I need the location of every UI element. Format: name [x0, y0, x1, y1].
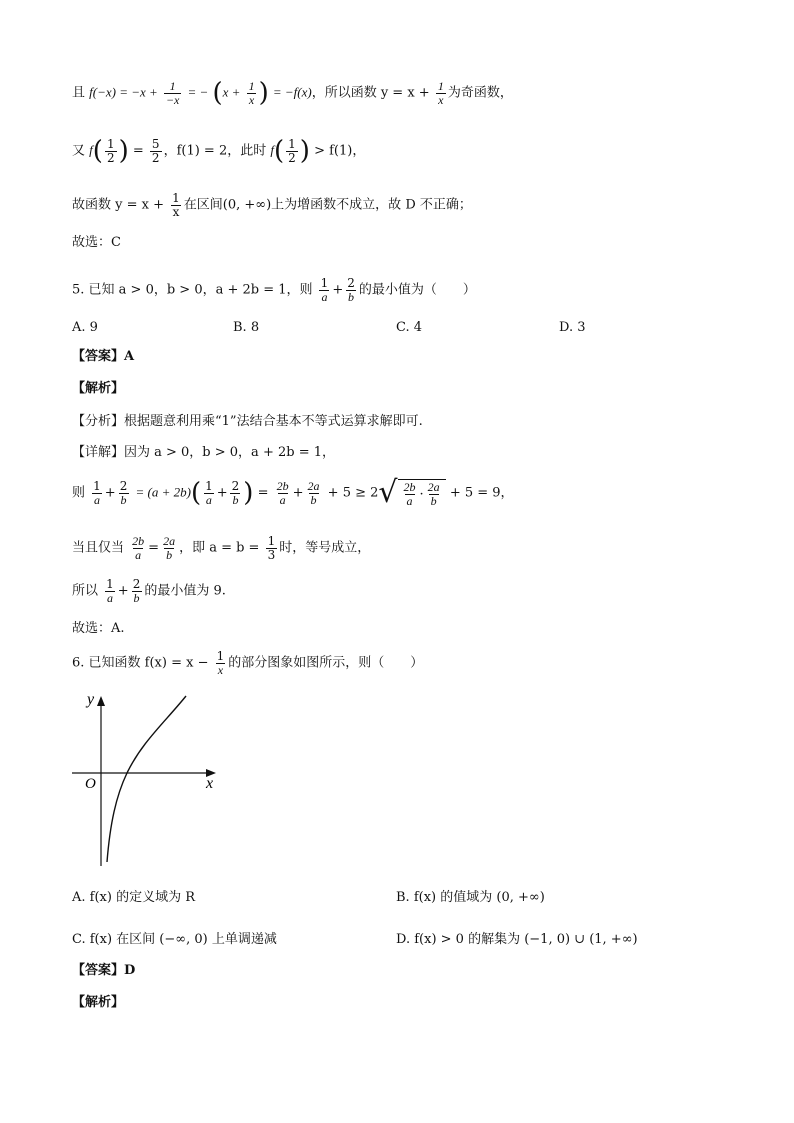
q5-fenxi: 【分析】根据题意利用乘“1”法结合基本不等式运算求解即可.	[72, 414, 423, 429]
line-not-increasing	[72, 192, 472, 218]
den: x	[172, 204, 180, 219]
fraction	[91, 480, 103, 506]
text: ，即 a = b =	[179, 540, 260, 556]
sqrt	[378, 475, 445, 510]
function-curve	[107, 696, 186, 862]
num: 2b	[403, 479, 416, 494]
fraction	[230, 480, 242, 506]
den: −x	[165, 92, 180, 107]
q5-equality-cond	[72, 535, 370, 561]
fraction	[286, 138, 298, 164]
num: 2a	[427, 479, 440, 494]
fraction	[345, 277, 357, 303]
q5-option-d[interactable]: D. 3	[559, 320, 586, 335]
text: 在区间(0, +∞)上为增函数不成立，故 D 不正确；	[183, 197, 472, 213]
text: 当且仅当	[72, 540, 125, 556]
fraction	[319, 277, 331, 303]
text: 则	[72, 485, 86, 501]
num: 2b	[276, 478, 289, 493]
fraction	[118, 480, 130, 506]
num: 2	[119, 478, 128, 493]
y-axis-label: y	[87, 691, 95, 708]
q5-calc: 则 $\frac{1}{a}$ + $\frac{2}{b}$ = (a + 2b)( $\frac{1}{a}$ + $\frac{2}{b}$ ) = $\frac{2b}{a}$ + $\frac{2a}{b}$ + 5 ≥ 2 √ $\frac{2b}{a}$ · $\frac{2a}{b}$ + 5 = 9，	[72, 475, 514, 510]
den: a	[205, 492, 212, 507]
num: 1	[169, 79, 176, 93]
num: 1	[106, 577, 114, 591]
math-expr: f	[89, 142, 93, 158]
fraction	[436, 80, 446, 106]
radical-sign: √	[378, 475, 398, 510]
q5-option-b[interactable]: B. 8	[233, 320, 260, 335]
paren-open: (	[92, 136, 103, 167]
den: x	[438, 92, 444, 107]
den: b	[348, 289, 355, 304]
num: 1	[216, 649, 225, 663]
den: a	[279, 492, 286, 507]
paren-open: (	[273, 136, 285, 167]
den: x	[217, 662, 224, 677]
paren-close: )	[299, 136, 310, 167]
text: =	[132, 143, 144, 159]
den: 2	[106, 150, 115, 165]
q5-xiangjie: 【详解】因为 a > 0，b > 0，a + 2b = 1，	[72, 445, 335, 460]
math-expr: = −	[187, 84, 209, 100]
radicand: $\frac{2b}{a}$ · $\frac{2a}{b}$	[398, 479, 446, 507]
den: a	[106, 590, 113, 605]
math-expr: f(−x) = −x +	[89, 84, 158, 100]
math-expr: f	[270, 142, 274, 158]
num: 2	[132, 577, 141, 591]
function-graph	[70, 684, 230, 869]
text: +	[332, 282, 344, 298]
den: b	[166, 547, 173, 562]
text: > f(1)，	[314, 143, 366, 159]
text: 所以	[72, 583, 99, 599]
choose-c: 故选：C	[72, 235, 121, 250]
num: 1	[288, 137, 296, 151]
text: 6. 已知函数 f(x) = x −	[72, 655, 209, 671]
fraction	[161, 535, 177, 561]
num: 1	[320, 276, 329, 290]
num: 1	[248, 79, 255, 93]
paren-close: )	[243, 478, 254, 508]
den: 2	[288, 150, 296, 165]
num: 2a	[163, 534, 176, 548]
line-compare	[72, 136, 366, 167]
fraction	[426, 481, 442, 507]
text: 的部分图象如图所示，则（ ）	[228, 655, 424, 671]
origin-label: O	[85, 776, 96, 792]
num: 1	[205, 478, 213, 493]
paren-open: (	[212, 78, 223, 109]
q5-choose: 故选：A.	[72, 621, 125, 636]
num: 2b	[132, 534, 145, 548]
math-expr: = −f(x)	[272, 84, 312, 100]
q6-option-b[interactable]: B. f(x) 的值域为 (0, +∞)	[396, 890, 545, 905]
q6-analysis-label: 【解析】	[72, 995, 125, 1010]
math-expr: x +	[222, 84, 241, 100]
den: 3	[267, 547, 276, 562]
paren-close: )	[118, 136, 129, 167]
line-odd-function	[72, 78, 513, 109]
x-axis-label: x	[206, 775, 214, 792]
y-axis-arrow	[97, 696, 105, 706]
text: =	[257, 485, 269, 501]
q6-answer: 【答案】D	[72, 963, 136, 978]
den: b	[120, 492, 127, 507]
text: ，f(1) = 2，此时	[163, 143, 267, 159]
q5-option-c[interactable]: C. 4	[396, 320, 423, 335]
den: b	[310, 492, 317, 507]
fraction	[275, 480, 291, 506]
text: + 5 ≥ 2	[327, 485, 379, 501]
num: 1	[93, 478, 101, 493]
q5-answer: 【答案】A	[72, 349, 135, 364]
den: x	[248, 92, 255, 107]
q5-option-a[interactable]: A. 9	[72, 320, 98, 335]
fraction	[131, 578, 143, 604]
text: ，所以函数 y = x +	[311, 85, 430, 101]
fraction	[105, 138, 117, 164]
text: 的最小值为（ ）	[358, 282, 476, 298]
q5-stem	[72, 277, 476, 303]
text: 且	[72, 85, 86, 101]
num: 1	[172, 191, 180, 205]
paren-close: )	[258, 78, 269, 109]
num: 1	[106, 137, 115, 151]
text: =	[148, 540, 160, 556]
text: 的最小值为 9.	[144, 583, 226, 599]
text: 时，等号成立，	[279, 540, 371, 556]
num: 5	[151, 137, 160, 151]
den: a	[93, 492, 100, 507]
fraction	[104, 578, 116, 604]
den: b	[232, 492, 239, 507]
text: 为奇函数，	[447, 85, 513, 101]
den: b	[133, 590, 140, 605]
den: a	[321, 289, 328, 304]
text: 故函数 y = x +	[72, 197, 164, 213]
q6-option-d[interactable]: D. f(x) > 0 的解集为 (−1, 0) ∪ (1, +∞)	[396, 932, 638, 947]
den: 2	[151, 150, 160, 165]
fraction	[306, 480, 322, 506]
paren-open: (	[190, 478, 202, 508]
text: 又	[72, 143, 86, 159]
num: 1	[267, 534, 276, 548]
math-expr: = (a + 2b)	[135, 484, 191, 500]
q6-option-a[interactable]: A. f(x) 的定义域为 R	[72, 890, 195, 905]
den: a	[135, 547, 142, 562]
fraction	[203, 480, 215, 506]
num: 2a	[307, 478, 320, 493]
den: a	[406, 493, 413, 508]
fraction	[402, 481, 418, 507]
q6-stem	[72, 650, 423, 676]
q6-option-c[interactable]: C. f(x) 在区间 (−∞, 0) 上单调递减	[72, 932, 277, 947]
fraction	[170, 192, 182, 218]
num: 2	[347, 276, 355, 290]
den: b	[430, 493, 437, 508]
fraction	[130, 535, 146, 561]
text: 5. 已知 a > 0，b > 0，a + 2b = 1，则	[72, 282, 313, 298]
fraction	[266, 535, 278, 561]
fraction	[150, 138, 162, 164]
num: 1	[437, 79, 444, 93]
fraction	[164, 80, 181, 106]
num: 2	[231, 478, 240, 493]
q5-analysis-label: 【解析】	[72, 381, 125, 396]
fraction	[247, 80, 257, 106]
q5-conclusion: 所以 $\frac{1}{a}$ + $\frac{2}{b}$ 的最小值为 9.	[72, 577, 226, 605]
text: + 5 = 9，	[449, 485, 514, 501]
fraction	[215, 650, 227, 676]
